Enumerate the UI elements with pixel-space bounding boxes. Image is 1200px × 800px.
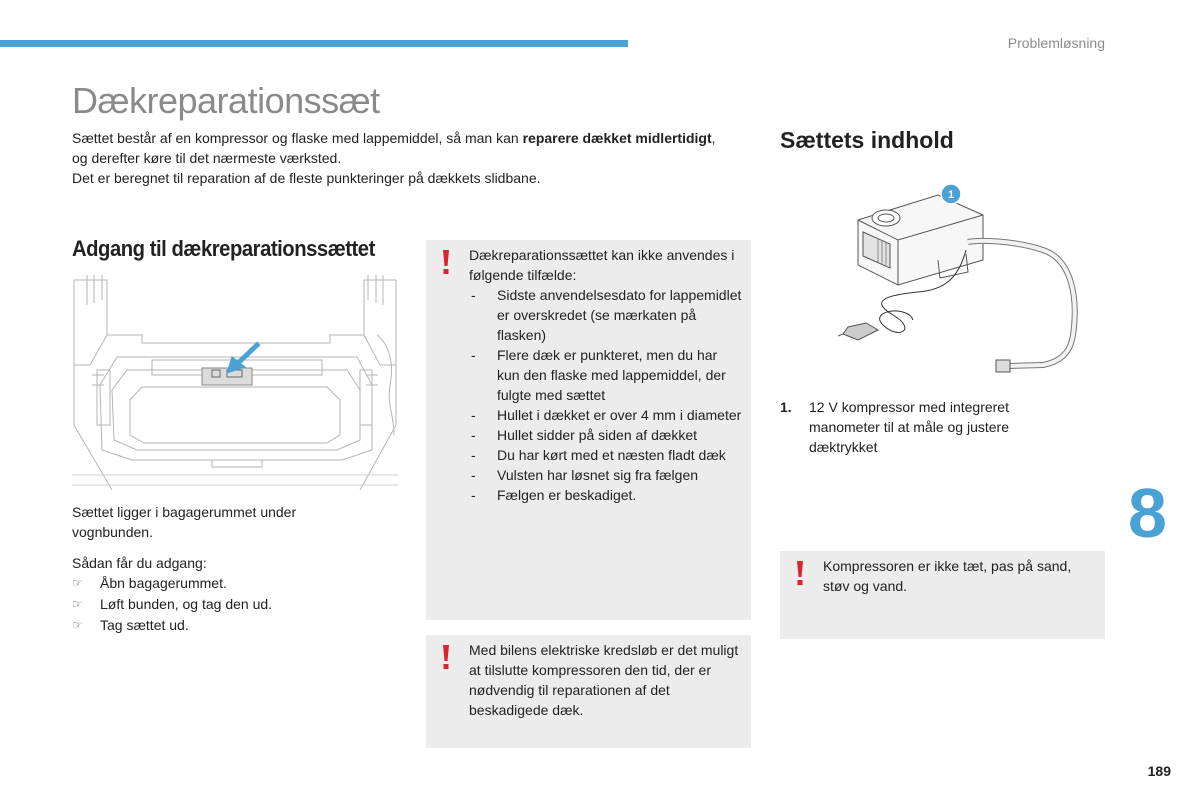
list-item-text: Vulsten har løsnet sig fra fælgen — [497, 467, 699, 483]
trunk-illustration — [72, 275, 398, 495]
usage-warning-text — [469, 245, 743, 505]
intro-text-part: , og derefter køre til det nærmeste værksted. — [72, 130, 716, 166]
page-title: Dækreparationssæt — [72, 80, 380, 121]
list-item — [469, 465, 743, 485]
list-item — [469, 345, 743, 405]
section-header: Problemløsning — [1007, 35, 1105, 51]
chapter-number: 8 — [1128, 474, 1167, 552]
usage-warning-box — [426, 240, 751, 620]
list-item-text: Du har kørt med et næsten fladt dæk — [497, 447, 726, 463]
compressor-warning-box — [780, 551, 1105, 639]
intro-emphasis: reparere dækket midlertidigt — [522, 130, 712, 146]
list-item — [469, 285, 743, 345]
list-item — [72, 594, 272, 615]
intro-paragraph-1 — [72, 128, 722, 168]
top-accent-bar — [0, 40, 628, 47]
intro-text — [72, 128, 722, 188]
dash-bullet: - — [471, 427, 476, 443]
callout-number: 1 — [947, 189, 955, 201]
exclamation-icon — [440, 643, 452, 671]
page-number: 189 — [1147, 763, 1171, 779]
location-paragraph: Sættet ligger i bagagerummet under vognbunden. — [72, 504, 297, 540]
pointing-finger-icon: ☞ — [72, 618, 83, 632]
list-item — [72, 573, 272, 594]
exclamation-icon — [440, 248, 452, 276]
step-text: Løft bunden, og tag den ud. — [100, 596, 273, 612]
kit-item-text: 12 V kompressor med integreret manometer til at måle og justere dæktrykket — [809, 399, 1009, 455]
location-text — [72, 502, 372, 542]
list-item — [469, 405, 743, 425]
dash-bullet: - — [471, 487, 476, 503]
step-text: Åbn bagagerummet. — [100, 575, 227, 591]
list-item — [469, 445, 743, 465]
access-steps-list — [72, 573, 272, 636]
compressor-warning-text: Kompressoren er ikke tæt, pas på sand, støv og vand. — [823, 558, 1072, 594]
electrical-warning-text: Med bilens elektriske kredsløb er det muligt at tilslutte kompressoren den tid, der er nødvendig til reparationen af det beskadigede dæk. — [469, 642, 739, 718]
list-item-text: Hullet i dækket er over 4 mm i diameter — [497, 407, 742, 423]
contents-heading: Sættets indhold — [780, 127, 954, 153]
list-item — [72, 615, 272, 636]
list-item — [469, 425, 743, 445]
dash-bullet: - — [471, 447, 476, 463]
access-heading: Adgang til dækreparationssættet — [72, 236, 375, 261]
step-text: Tag sættet ud. — [100, 617, 189, 633]
access-steps-label: Sådan får du adgang: — [72, 555, 207, 571]
electrical-warning-box — [426, 635, 751, 748]
list-item-text: Flere dæk er punkteret, men du har kun den flaske med lappemiddel, der fulgte med sættet — [497, 347, 726, 403]
intro-text-part: Sættet består af en kompressor og flaske med lappemiddel, så man kan — [72, 130, 523, 146]
list-item — [469, 485, 743, 505]
dash-bullet: - — [471, 467, 476, 483]
list-item-text: Fælgen er beskadiget. — [497, 487, 637, 503]
list-item-text: Sidste anvendelsesdato for lappemidlet er overskredet (se mærkaten på flasken) — [497, 287, 742, 343]
exclamation-icon — [794, 559, 806, 587]
pointing-finger-icon: ☞ — [72, 576, 83, 590]
kit-item-number: 1. — [780, 399, 792, 415]
intro-paragraph-2: Det er beregnet til reparation af de fleste punkteringer på dækkets slidbane. — [72, 170, 541, 186]
dash-bullet: - — [471, 287, 476, 303]
usage-warning-intro: Dækreparationssættet kan ikke anvendes i følgende tilfælde: — [469, 247, 735, 283]
dash-bullet: - — [471, 407, 476, 423]
kit-item-1 — [780, 397, 1080, 457]
pointing-finger-icon: ☞ — [72, 597, 83, 611]
usage-restrictions-list — [469, 285, 743, 505]
list-item-text: Hullet sidder på siden af dækket — [497, 427, 697, 443]
dash-bullet: - — [471, 347, 476, 363]
compressor-illustration — [838, 180, 1088, 380]
